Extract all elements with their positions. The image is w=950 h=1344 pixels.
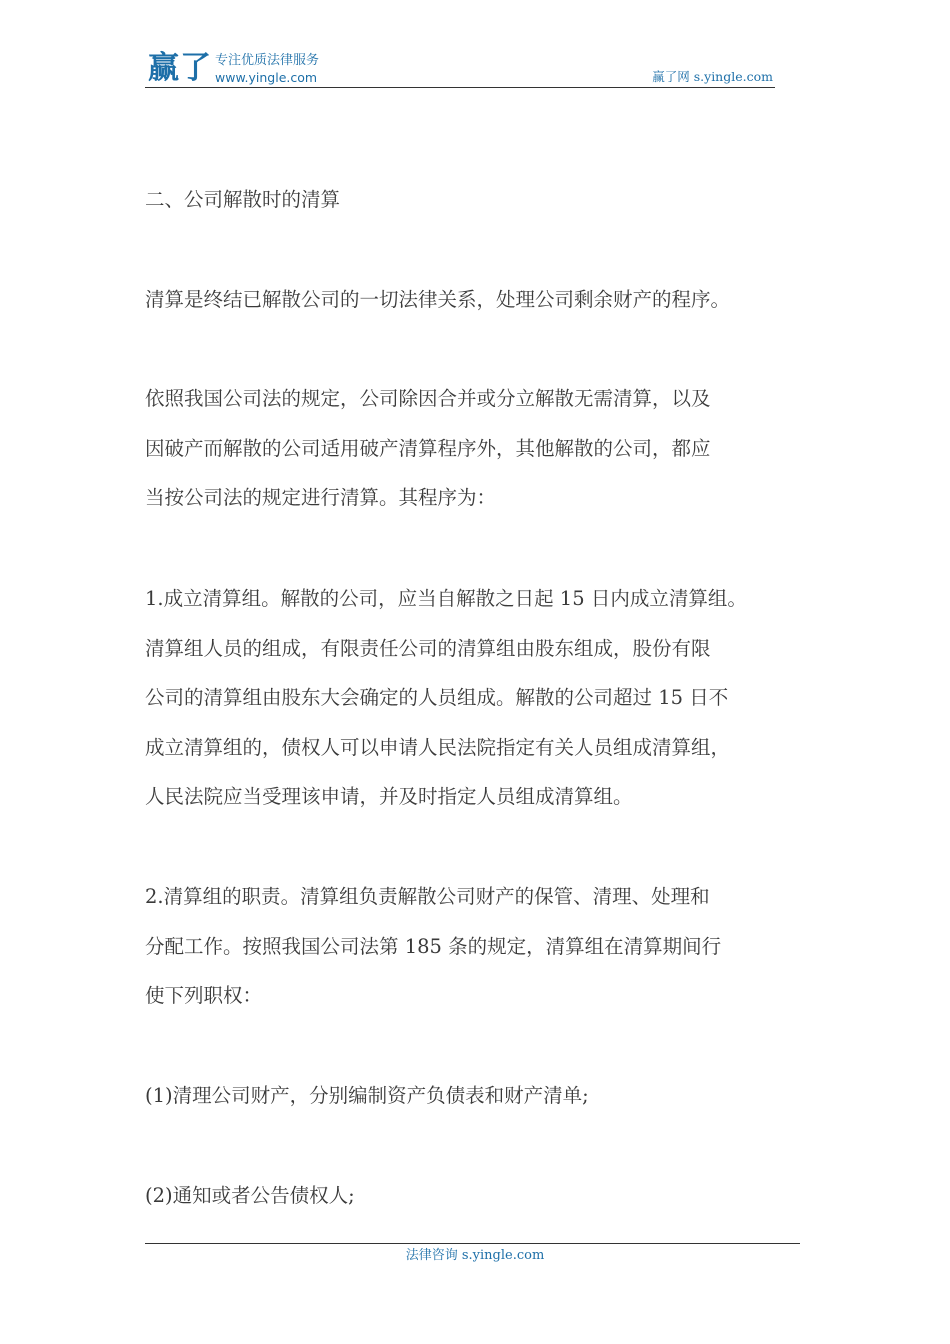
paragraph-line: 依照我国公司法的规定，公司除因合并或分立解散无需清算，以及 bbox=[145, 387, 711, 410]
paragraph-line: 1.成立清算组。解散的公司，应当自解散之日起 15 日内成立清算组。 bbox=[145, 587, 747, 610]
list-item: (2)通知或者公告债权人; bbox=[145, 1184, 355, 1207]
paragraph-line: 分配工作。按照我国公司法第 185 条的规定，清算组在清算期间行 bbox=[145, 934, 722, 958]
paragraph-line: 使下列职权： bbox=[145, 984, 263, 1007]
section-heading: 二、公司解散时的清算 bbox=[145, 188, 341, 211]
paragraph-line: 当按公司法的规定进行清算。其程序为： bbox=[145, 486, 497, 509]
paragraph-line: 人民法院应当受理该申请，并及时指定人员组成清算组。 bbox=[145, 785, 633, 808]
paragraph-line: 2.清算组的职责。清算组负责解散公司财产的保管、清理、处理和 bbox=[145, 885, 710, 908]
paragraph-definition: 清算是终结已解散公司的一切法律关系，处理公司剩余财产的程序。 bbox=[145, 288, 731, 311]
paragraph-line: 公司的清算组由股东大会确定的人员组成。解散的公司超过 15 日不 bbox=[145, 686, 729, 709]
header-site-link[interactable]: 赢了网 s.yingle.com bbox=[652, 69, 773, 84]
logo-slogan: 专注优质法律服务 bbox=[215, 53, 320, 68]
footer-link[interactable]: 法律咨询 s.yingle.com bbox=[405, 1248, 545, 1263]
logo: 赢了 bbox=[148, 50, 212, 86]
paragraph-line: 因破产而解散的公司适用破产清算程序外，其他解散的公司，都应 bbox=[145, 436, 711, 460]
header-divider bbox=[145, 87, 775, 88]
page-header bbox=[145, 50, 775, 88]
footer-divider bbox=[145, 1243, 800, 1244]
paragraph-line: 清算组人员的组成，有限责任公司的清算组由股东组成，股份有限 bbox=[145, 636, 711, 660]
logo-url[interactable]: www.yingle.com bbox=[215, 70, 318, 85]
list-item: (1)清理公司财产，分别编制资产负债表和财产清单; bbox=[145, 1084, 589, 1107]
paragraph-line: 成立清算组的，债权人可以申请人民法院指定有关人员组成清算组， bbox=[145, 735, 731, 759]
